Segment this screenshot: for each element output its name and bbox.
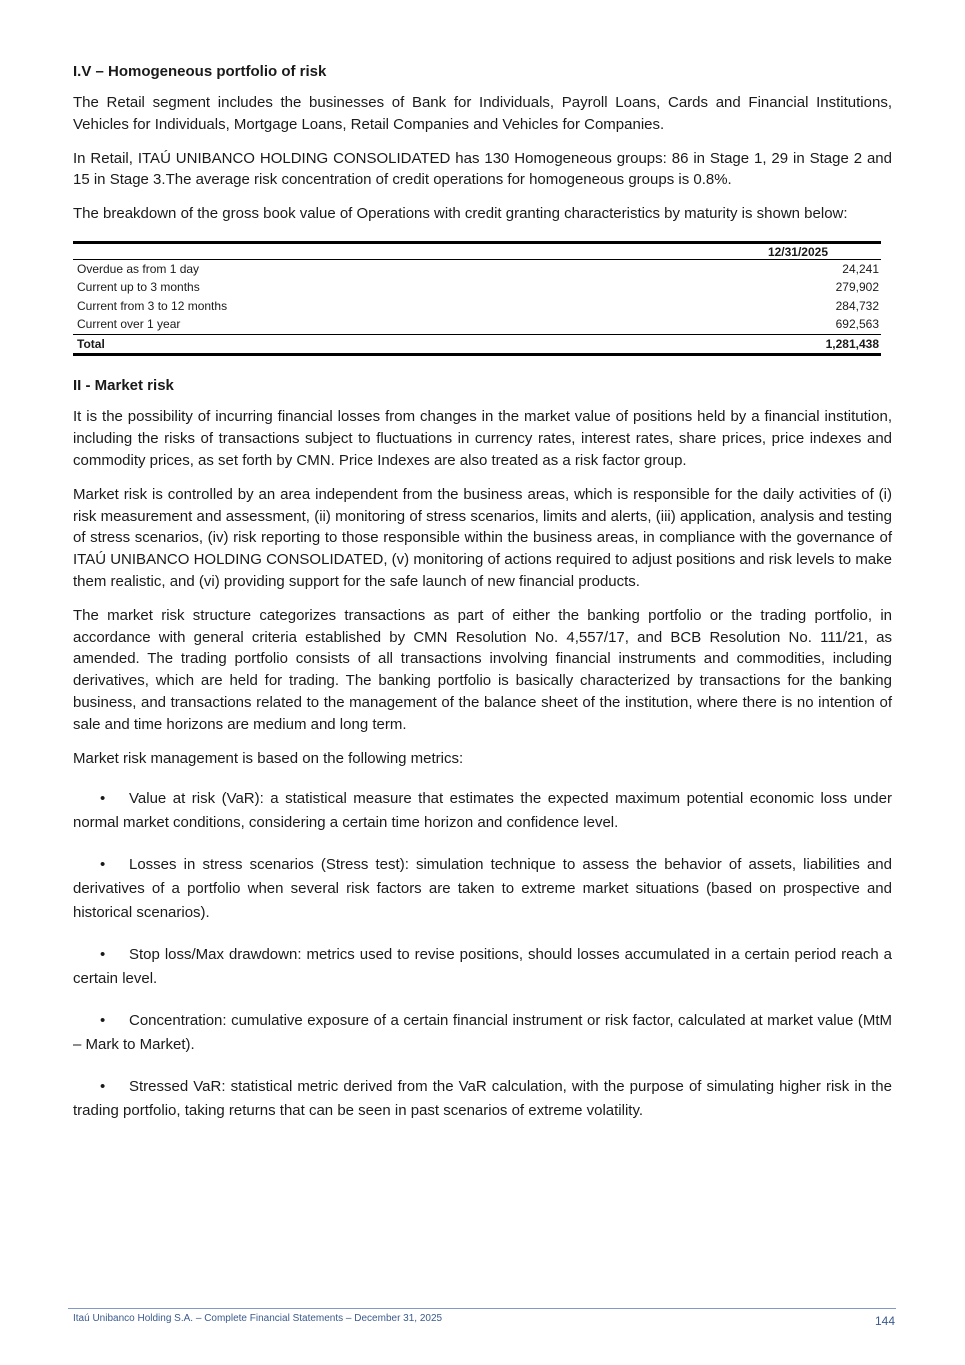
section-title-market-risk: II - Market risk	[73, 377, 174, 395]
footer-divider	[68, 1308, 896, 1309]
table-header-blank	[73, 242, 535, 259]
section-title-homogeneous: I.V – Homogeneous portfolio of risk	[73, 63, 327, 80]
paragraph-market-risk-structure: The market risk structure categorizes transactions as part of either the banking portfolio or the trading portfolio, in accordance with general criteria established by CMN Resolution No. 4,557/17, and BCB Resolution No. 111/21, as amended. The trading portfolio consists of all transactions involving financial instruments and commodities, including derivatives, which are held for trading. The banking portfolio is basically characterized by transactions for the banking business, and transactions related to the management of the balance sheet of the institution, where there is no intention of sale and time horizons are medium and long term.	[73, 606, 892, 733]
bullet-icon: •	[100, 856, 106, 874]
bullet-text: Value at risk (VaR): a statistical measure that estimates the expected maximum potential economic loss under normal market conditions, considering a certain time horizon and confidence level.	[73, 790, 892, 832]
document-page	[73, 62, 892, 1123]
row-value: 692,563	[835, 317, 879, 332]
total-value: 1,281,438	[535, 334, 881, 355]
paragraph-metrics-intro: Market risk management is based on the following metrics:	[73, 749, 464, 767]
row-value: 284,732	[835, 298, 879, 313]
bullet-item-stressed-var	[73, 1075, 892, 1123]
table-row	[73, 278, 881, 297]
page-number: 144	[874, 1314, 895, 1328]
bullet-item-stress-test	[73, 853, 892, 925]
footer-text: Itaú Unibanco Holding S.A. – Complete Financial Statements – December 31, 2025	[73, 1313, 443, 1324]
row-label: Current up to 3 months	[77, 280, 200, 295]
paragraph-retail-segment: The Retail segment includes the businesses of Bank for Individuals, Payroll Loans, Cards and Financial Institutions, Vehicles for Individuals, Mortgage Loans, Retail Companies and Vehicles for Companies.	[73, 94, 892, 133]
table-row	[73, 259, 881, 278]
row-label: Overdue as from 1 day	[77, 261, 200, 276]
table-row	[73, 297, 881, 316]
row-value: 24,241	[842, 261, 879, 276]
row-label: Current from 3 to 12 months	[77, 298, 228, 313]
table-header-date: 12/31/2025	[535, 242, 881, 259]
bullet-icon: •	[100, 790, 106, 808]
bullet-item-concentration	[73, 1009, 892, 1057]
paragraph-homogeneous-groups: In Retail, ITAÚ UNIBANCO HOLDING CONSOLIDATED has 130 Homogeneous groups: 86 in Stage 1, 29 in Stage 2 and 15 in Stage 3.The average risk concentration of credit operations for homogeneous groups is 0.8%.	[73, 149, 892, 189]
bullet-item-var	[73, 787, 892, 835]
bullet-item-stop-loss	[73, 943, 892, 991]
bullet-text: Concentration: cumulative exposure of a certain financial instrument or risk factor, calculated at market value (MtM – Mark to Market).	[73, 1012, 892, 1054]
paragraph-breakdown-intro: The breakdown of the gross book value of Operations with credit granting characteristics by maturity is shown below:	[73, 205, 848, 223]
table-header-row	[73, 242, 881, 259]
bullet-icon: •	[100, 1012, 106, 1030]
row-label: Current over 1 year	[77, 317, 181, 332]
bullet-text: Losses in stress scenarios (Stress test): simulation technique to assess the behavior of assets, liabilities and derivatives of a portfolio when several risk factors are taken to extreme market situations (based on prospective and historical scenarios).	[73, 856, 892, 922]
bullet-icon: •	[100, 946, 106, 964]
total-label: Total	[73, 334, 535, 355]
paragraph-market-risk-control: Market risk is controlled by an area independent from the business areas, which is responsible for the daily activities of (i) risk measurement and assessment, (ii) monitoring of stress scenarios, limits and alerts, (iii) application, analysis and testing of stress scenarios, (iv) risk reporting to those responsible within the business areas, in compliance with the governance of ITAÚ UNIBANCO HOLDING CONSOLIDATED, (v) monitoring of actions required to adjust positions and risk levels to make them realistic, and (vi) providing support for the safe launch of new financial products.	[73, 485, 892, 591]
bullet-icon: •	[100, 1078, 106, 1096]
row-value: 279,902	[835, 280, 879, 295]
table-total-row	[73, 334, 881, 355]
bullet-text: Stressed VaR: statistical metric derived from the VaR calculation, with the purpose of simulating higher risk in the trading portfolio, taking returns that can be seen in past scenarios of extreme volatility.	[73, 1078, 892, 1120]
table-row	[73, 315, 881, 334]
maturity-table	[73, 241, 881, 357]
bullet-text: Stop loss/Max drawdown: metrics used to revise positions, should losses accumulated in a certain period reach a certain level.	[73, 946, 892, 988]
paragraph-market-risk-definition: It is the possibility of incurring financial losses from changes in the market value of positions held by a financial institution, including the risks of transactions subject to fluctuations in currency rates, interest rates, share prices, price indexes and commodity prices, as set forth by CMN. Price Indexes are also treated as a risk factor group.	[73, 408, 892, 470]
